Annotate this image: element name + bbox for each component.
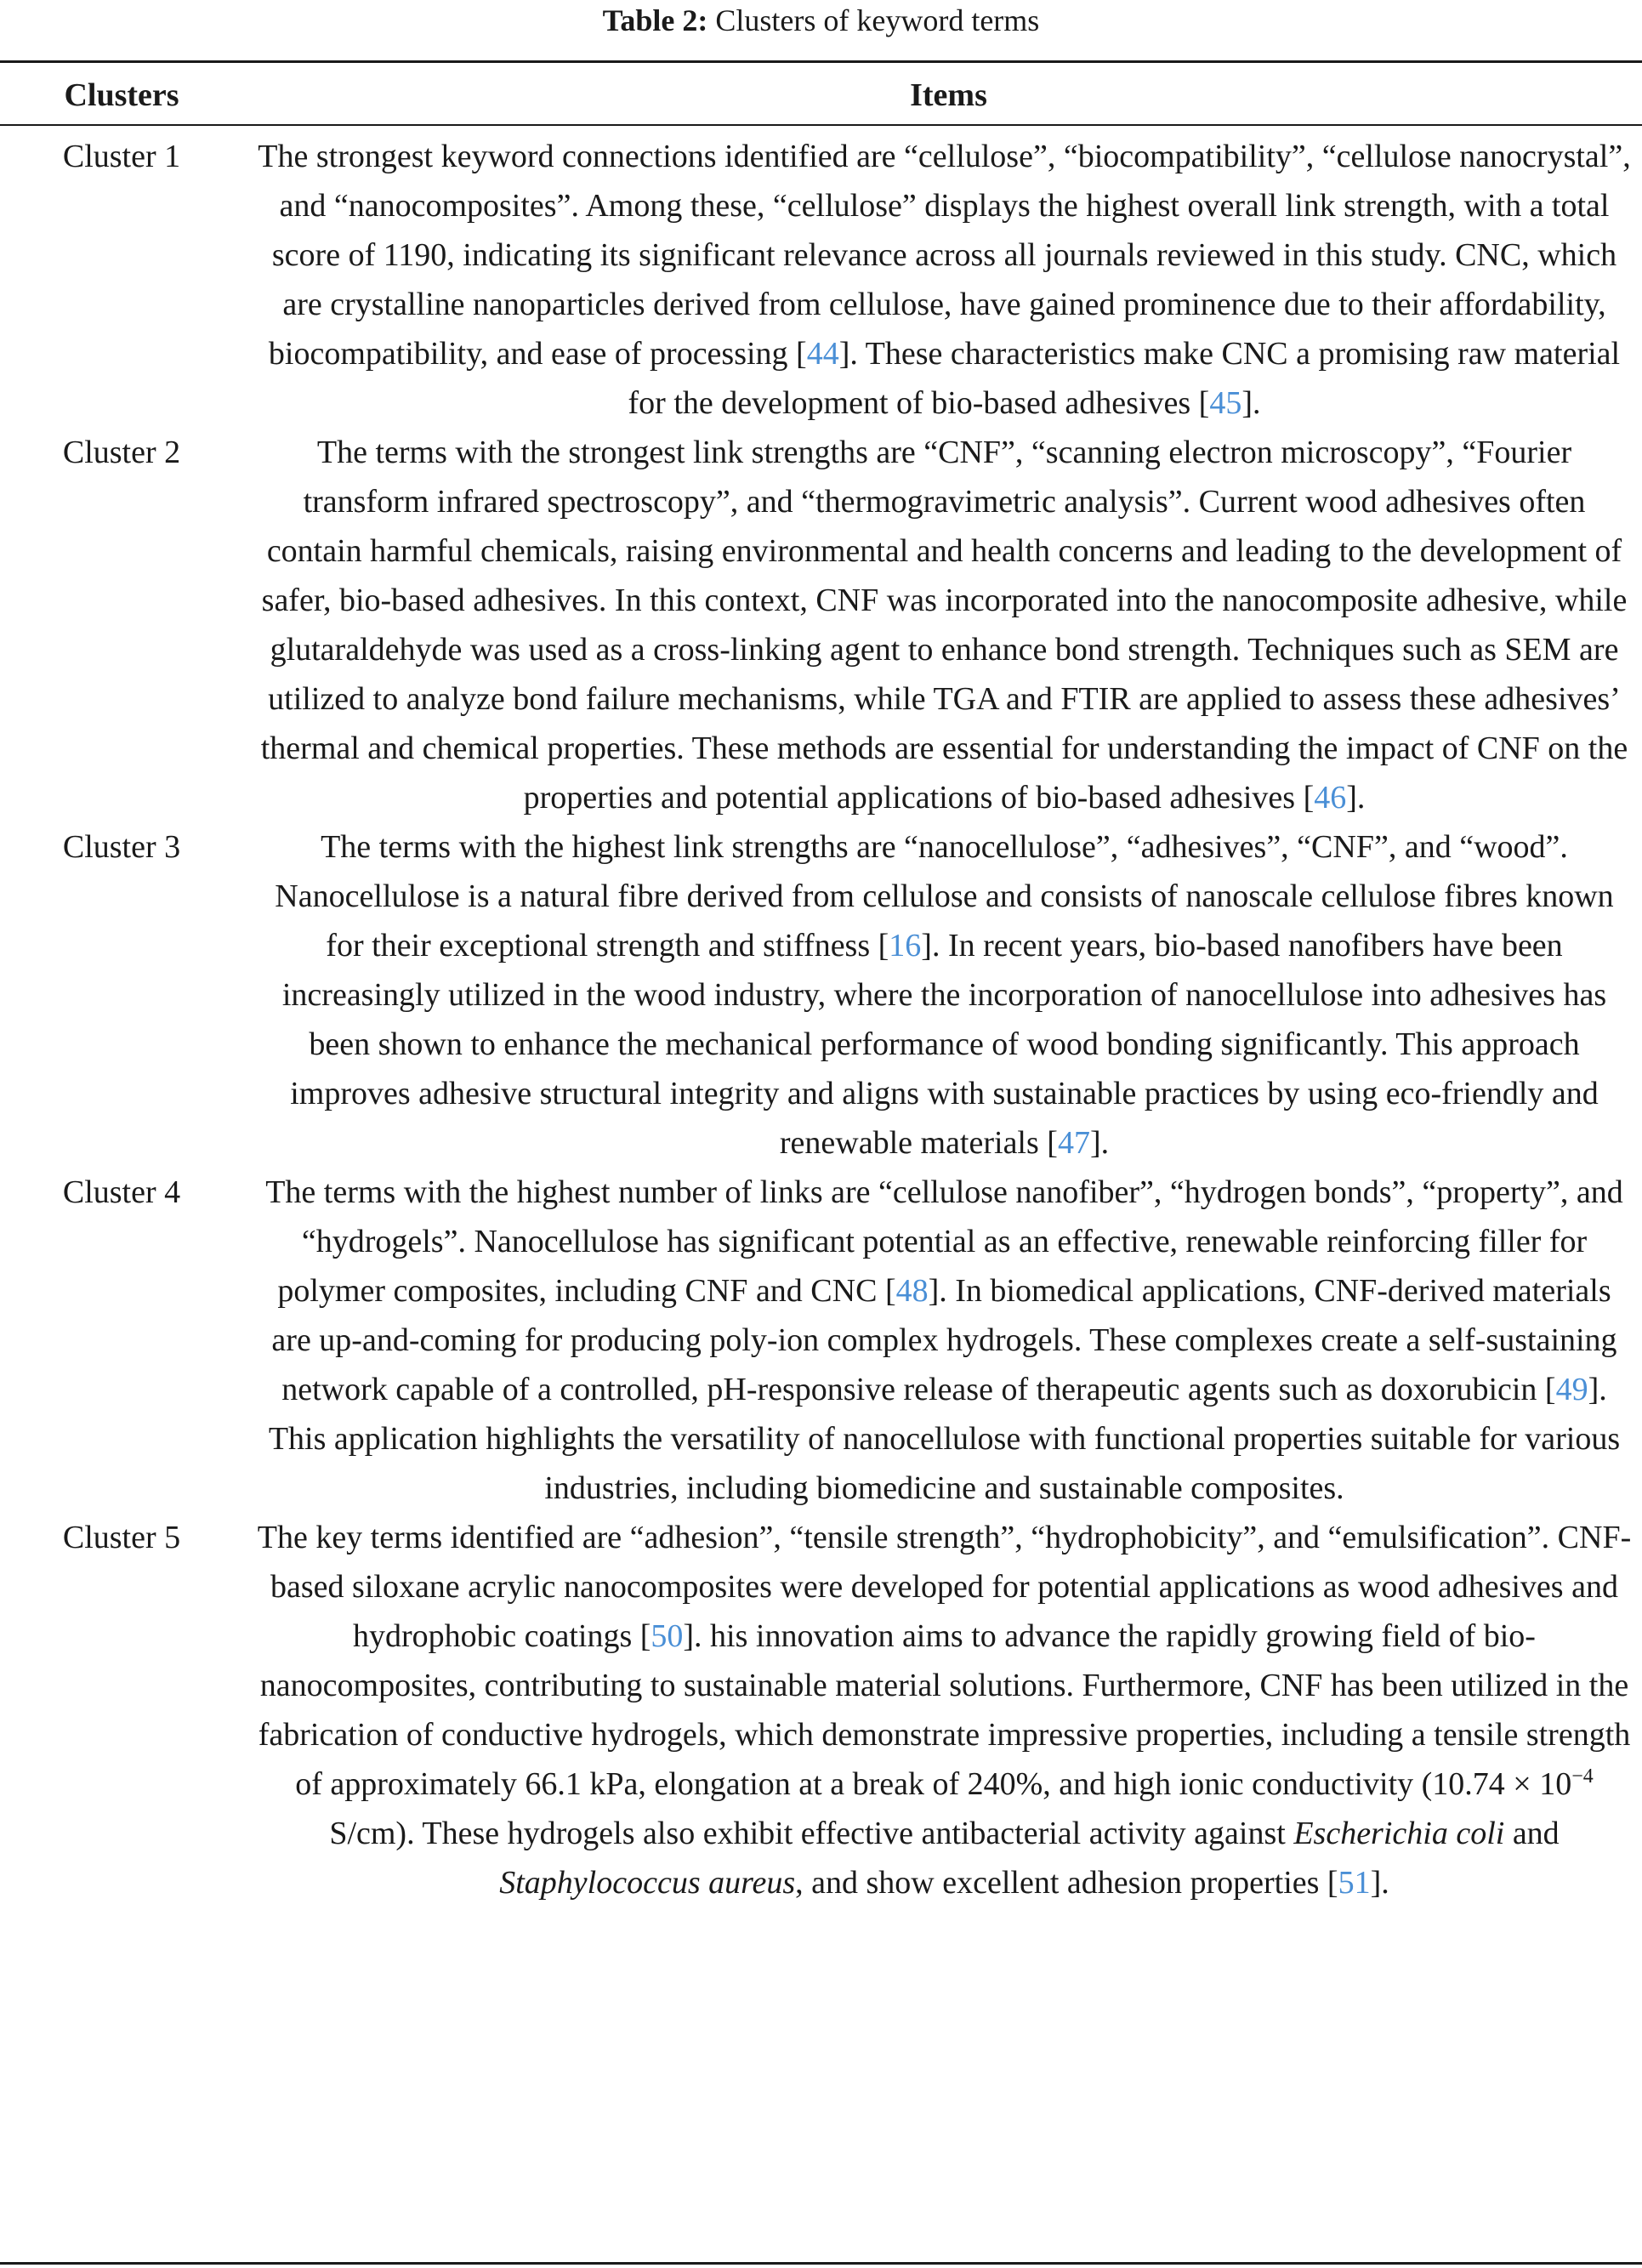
cluster-description xyxy=(255,428,1633,822)
table-row xyxy=(0,1168,1642,1513)
text-segment: and xyxy=(1504,1816,1560,1851)
text-segment: ]. In recent years, bio-based nanofibers have been increasingly utilized in the wood industry, where the incorporation of nanocellulose into adhesives has been shown to enhance the mechanical performance of wood bonding significantly. This approach improves adhesive structural integrity and aligns with sustainable practices by using eco-friendly and renewable materials [ xyxy=(281,928,1607,1161)
text-segment: The key terms identified are “adhesion”, “tensile strength”, “hydrophobicity”, and “emulsification”. CNF-based siloxane acrylic nanocomposites were developed for potential applications as wood adhesives and hydrophobic coatings [ xyxy=(257,1520,1632,1654)
species-name: Escherichia coli xyxy=(1293,1816,1505,1851)
table-body xyxy=(0,132,1642,1907)
text-segment: ]. xyxy=(1346,780,1366,816)
text-segment: ]. his innovation aims to advance the rapidly growing field of bio-nanocomposites, contributing to sustainable material solutions. Furthermore, CNF has been utilized in the fabrication of conductive hydrogels, which demonstrate impressive properties, including a tensile strength of approximately 66.1 kPa, elongation at a break of 240%, and high ionic conductivity (10.74 × 10 xyxy=(258,1618,1631,1802)
citation-link[interactable]: 45 xyxy=(1209,385,1242,421)
table-caption xyxy=(0,2,1642,39)
header-items: Items xyxy=(910,77,987,113)
citation-link[interactable]: 50 xyxy=(651,1618,684,1654)
cluster-name: Cluster 4 xyxy=(62,1174,181,1210)
text-segment: ]. In biomedical applications, CNF-derived materials are up-and-coming for producing poly-ion complex hydrogels. These complexes create a self-sustaining network capable of a controlled, pH-responsive release of therapeutic agents such as doxorubicin [ xyxy=(271,1273,1617,1407)
text-segment: The strongest keyword connections identified are “cellulose”, “biocompatibility”, “cellulose nanocrystal”, and “nanocomposites”. Among these, “cellulose” displays the highest overall link strength, with a total score of 1190, indicating its significant relevance across all journals reviewed in this study. CNC, which are crystalline nanoparticles derived from cellulose, have gained prominence due to their affordability, biocompatibility, and ease of processing [ xyxy=(258,139,1631,372)
table-header-row xyxy=(0,71,1642,119)
cluster-name: Cluster 5 xyxy=(62,1520,181,1555)
text-segment: ]. These characteristics make CNC a promising raw material for the development of bio-based adhesives [ xyxy=(628,336,1621,421)
text-segment: ]. xyxy=(1241,385,1261,421)
text-segment: The terms with the highest number of links are “cellulose nanofiber”, “hydrogen bonds”, “property”, and “hydrogels”. Nanocellulose has significant potential as an effective, renewable reinforcing filler for polymer composites, including CNF and CNC [ xyxy=(265,1174,1623,1309)
table-top-rule xyxy=(0,60,1642,63)
citation-link[interactable]: 47 xyxy=(1057,1125,1090,1161)
cluster-description xyxy=(255,822,1633,1168)
text-segment: ]. xyxy=(1089,1125,1110,1161)
text-segment: The terms with the strongest link strengths are “CNF”, “scanning electron microscopy”, “Fourier transform infrared spectroscopy”, and “thermogravimetric analysis”. Current wood adhesives often contain harmful chemicals, raising environmental and health concerns and leading to the development of safer, bio-based adhesives. In this context, CNF was incorporated into the nanocomposite adhesive, while glutaraldehyde was used as a cross-linking agent to enhance bond strength. Techniques such as SEM are utilized to analyze bond failure mechanisms, while TGA and FTIR are applied to assess these adhesives’ thermal and chemical properties. These methods are essential for understanding the impact of CNF on the properties and potential applications of bio-based adhesives [ xyxy=(260,435,1628,816)
table-row xyxy=(0,428,1642,822)
text-segment: , and show excellent adhesion properties [ xyxy=(795,1865,1338,1901)
table-row xyxy=(0,822,1642,1168)
cluster-description xyxy=(255,132,1633,428)
citation-link[interactable]: 51 xyxy=(1338,1865,1371,1901)
text-segment: ]. xyxy=(1370,1865,1389,1901)
text-segment: The terms with the highest link strengths are “nanocellulose”, “adhesives”, “CNF”, and “wood”. Nanocellulose is a natural fibre derived from cellulose and consists of nanoscale cellulose fibres known for their exceptional strength and stiffness [ xyxy=(275,829,1614,963)
citation-link[interactable]: 44 xyxy=(806,336,839,372)
table-caption-label: Table 2: xyxy=(602,3,708,37)
table-header-rule xyxy=(0,124,1642,126)
text-segment: S/cm). These hydrogels also exhibit effective antibacterial activity against xyxy=(329,1816,1294,1851)
table-caption-title: Clusters of keyword terms xyxy=(715,3,1040,37)
table-bottom-rule xyxy=(0,2262,1642,2265)
cluster-name: Cluster 3 xyxy=(62,829,181,865)
cluster-name: Cluster 1 xyxy=(62,139,181,174)
text-segment: ]. This application highlights the versatility of nanocellulose with functional properties suitable for various industries, including biomedicine and sustainable composites. xyxy=(268,1372,1621,1506)
superscript-exponent: −4 xyxy=(1571,1765,1594,1788)
cluster-name: Cluster 2 xyxy=(62,435,181,470)
citation-link[interactable]: 46 xyxy=(1314,780,1347,816)
table-row xyxy=(0,1513,1642,1907)
table-row xyxy=(0,132,1642,428)
cluster-description xyxy=(255,1513,1633,1907)
citation-link[interactable]: 49 xyxy=(1555,1372,1588,1407)
citation-link[interactable]: 48 xyxy=(895,1273,929,1309)
cluster-description xyxy=(255,1168,1633,1513)
header-clusters: Clusters xyxy=(64,77,179,113)
species-name: Staphylococcus aureus xyxy=(499,1865,796,1901)
citation-link[interactable]: 16 xyxy=(889,928,922,963)
